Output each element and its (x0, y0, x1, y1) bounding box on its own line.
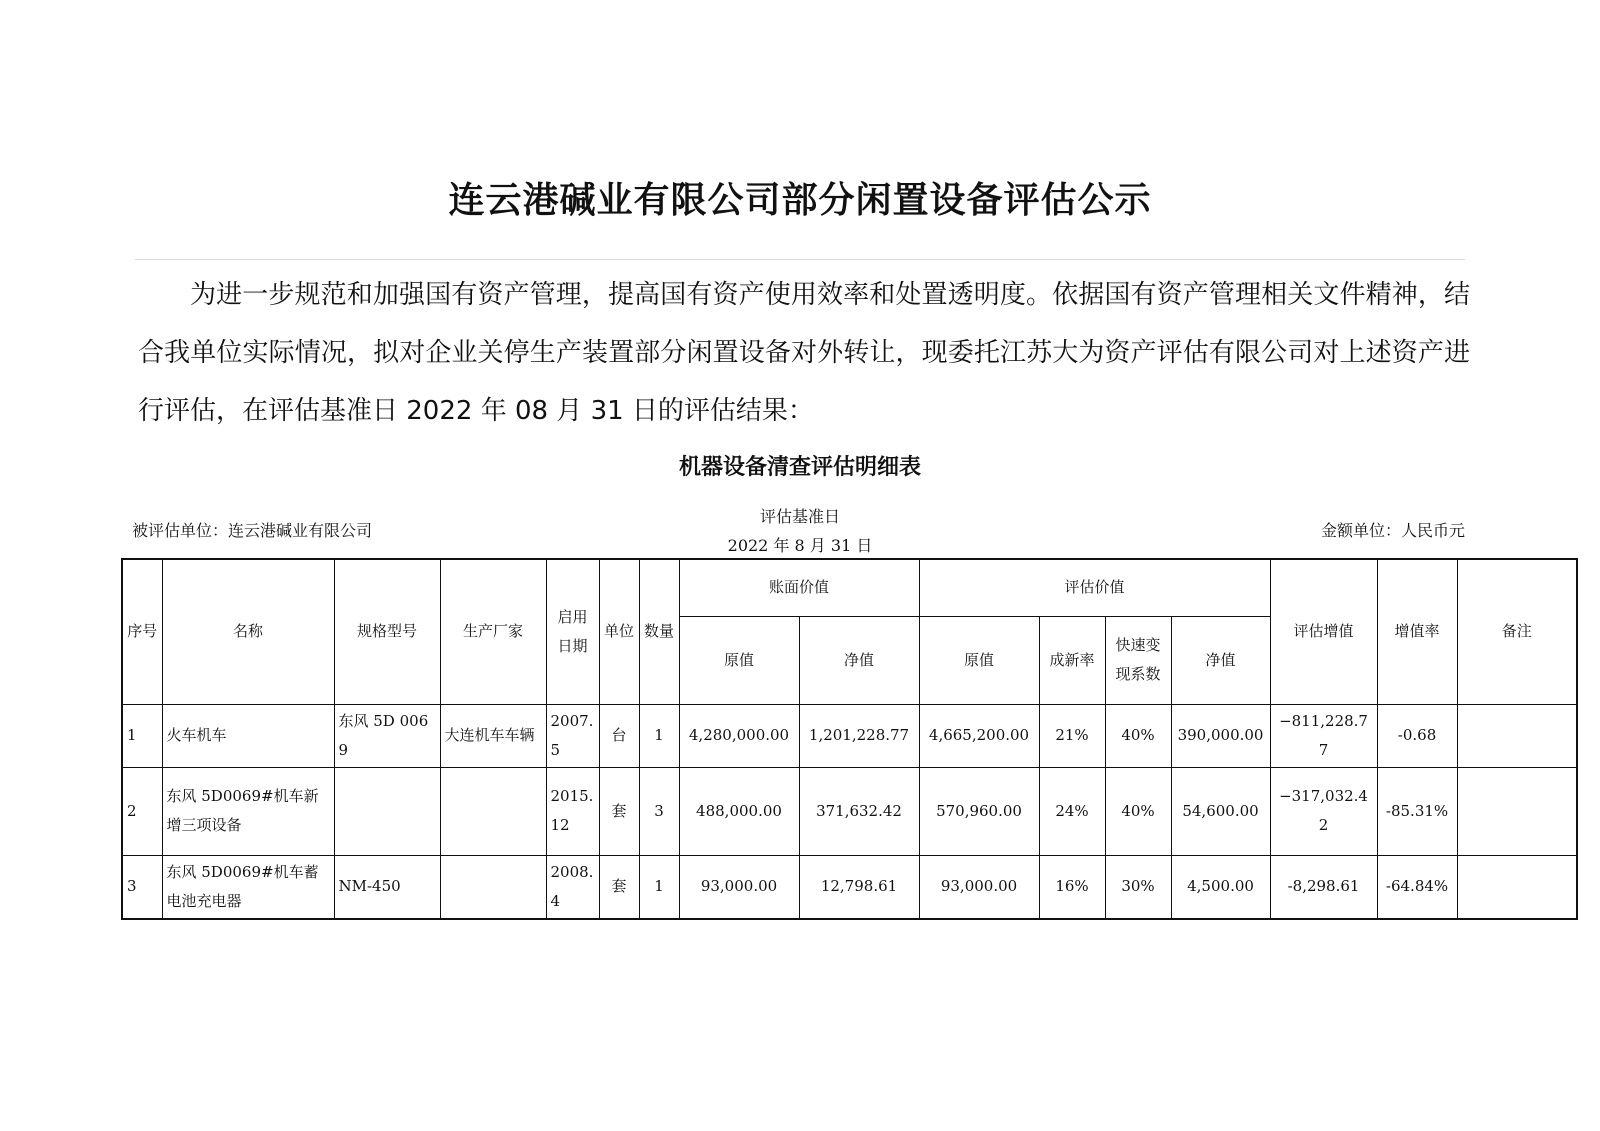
cell-qty: 3 (639, 767, 679, 855)
cell-rate: -0.68 (1377, 704, 1457, 767)
cell-book-net: 12,798.61 (799, 855, 919, 919)
header-book-orig: 原值 (679, 616, 799, 704)
cell-assess-net: 390,000.00 (1171, 704, 1270, 767)
header-unit: 单位 (599, 559, 639, 704)
cell-book-net: 1,201,228.77 (799, 704, 919, 767)
cell-model: 东风 5D 0069 (334, 704, 440, 767)
base-date-label: 评估基准日 (759, 507, 840, 526)
cell-maker (440, 767, 546, 855)
assessed-unit: 被评估单位：连云港碱业有限公司 (132, 521, 373, 540)
cell-newness: 16% (1039, 855, 1105, 919)
cell-increase: -8,298.61 (1270, 855, 1377, 919)
cell-model (334, 767, 440, 855)
cell-qty: 1 (639, 855, 679, 919)
header-maker: 生产厂家 (440, 559, 546, 704)
header-book-value: 账面价值 (679, 559, 919, 616)
cell-remark (1457, 855, 1577, 919)
cell-book-net: 371,632.42 (799, 767, 919, 855)
cell-model: NM-450 (334, 855, 440, 919)
base-date (650, 502, 950, 560)
cell-increase: −811,228.77 (1270, 704, 1377, 767)
cell-rate: -64.84% (1377, 855, 1457, 919)
cell-unit: 套 (599, 855, 639, 919)
cell-assess-orig: 4,665,200.00 (919, 704, 1039, 767)
cell-remark (1457, 767, 1577, 855)
equipment-table (121, 558, 1578, 920)
header-liquidation: 快速变现系数 (1105, 616, 1171, 704)
cell-seq: 1 (122, 704, 162, 767)
cell-start-date: 2015.12 (546, 767, 599, 855)
cell-maker (440, 855, 546, 919)
page-title: 连云港碱业有限公司部分闲置设备评估公示 (448, 180, 1152, 221)
header-seq: 序号 (122, 559, 162, 704)
cell-rate: -85.31% (1377, 767, 1457, 855)
header-assess-net: 净值 (1171, 616, 1270, 704)
header-assess-value: 评估价值 (919, 559, 1270, 616)
header-qty: 数量 (639, 559, 679, 704)
cell-assess-net: 54,600.00 (1171, 767, 1270, 855)
cell-liquidation: 30% (1105, 855, 1171, 919)
cell-remark (1457, 704, 1577, 767)
cell-name: 东风 5D0069#机车蓄电池充电器 (162, 855, 334, 919)
cell-liquidation: 40% (1105, 767, 1171, 855)
cell-seq: 2 (122, 767, 162, 855)
table-row (122, 855, 1577, 919)
header-newness: 成新率 (1039, 616, 1105, 704)
cell-name: 东风 5D0069#机车新增三项设备 (162, 767, 334, 855)
base-date-value: 2022 年 8 月 31 日 (727, 536, 873, 555)
table-title: 机器设备清查评估明细表 (678, 455, 921, 480)
header-increase: 评估增值 (1270, 559, 1377, 704)
cell-newness: 24% (1039, 767, 1105, 855)
header-book-net: 净值 (799, 616, 919, 704)
cell-seq: 3 (122, 855, 162, 919)
cell-name: 火车机车 (162, 704, 334, 767)
cell-book-orig: 93,000.00 (679, 855, 799, 919)
cell-assess-net: 4,500.00 (1171, 855, 1270, 919)
table-row (122, 704, 1577, 767)
table-row (122, 767, 1577, 855)
header-start-date: 启用日期 (546, 559, 599, 704)
cell-book-orig: 488,000.00 (679, 767, 799, 855)
cell-liquidation: 40% (1105, 704, 1171, 767)
cell-increase: −317,032.42 (1270, 767, 1377, 855)
cell-qty: 1 (639, 704, 679, 767)
cell-start-date: 2008.4 (546, 855, 599, 919)
cell-newness: 21% (1039, 704, 1105, 767)
cell-assess-orig: 93,000.00 (919, 855, 1039, 919)
header-remark: 备注 (1457, 559, 1577, 704)
currency-unit: 金额单位：人民币元 (1320, 521, 1465, 540)
cell-maker: 大连机车车辆 (440, 704, 546, 767)
header-assess-orig: 原值 (919, 616, 1039, 704)
intro-paragraph: 为进一步规范和加强国有资产管理，提高国有资产使用效率和处置透明度。依据国有资产管理相关文件精神，结合我单位实际情况，拟对企业关停生产装置部分闲置设备对外转让，现委托江苏大为资产评估有限公司对上述资产进行评估，在评估基准日 2022 年 08 月 31 日的评估结果： (138, 280, 1470, 426)
header-name: 名称 (162, 559, 334, 704)
cell-unit: 台 (599, 704, 639, 767)
header-model: 规格型号 (334, 559, 440, 704)
cell-assess-orig: 570,960.00 (919, 767, 1039, 855)
cell-start-date: 2007.5 (546, 704, 599, 767)
header-rate: 增值率 (1377, 559, 1457, 704)
cell-book-orig: 4,280,000.00 (679, 704, 799, 767)
cell-unit: 套 (599, 767, 639, 855)
title-divider (135, 259, 1465, 260)
